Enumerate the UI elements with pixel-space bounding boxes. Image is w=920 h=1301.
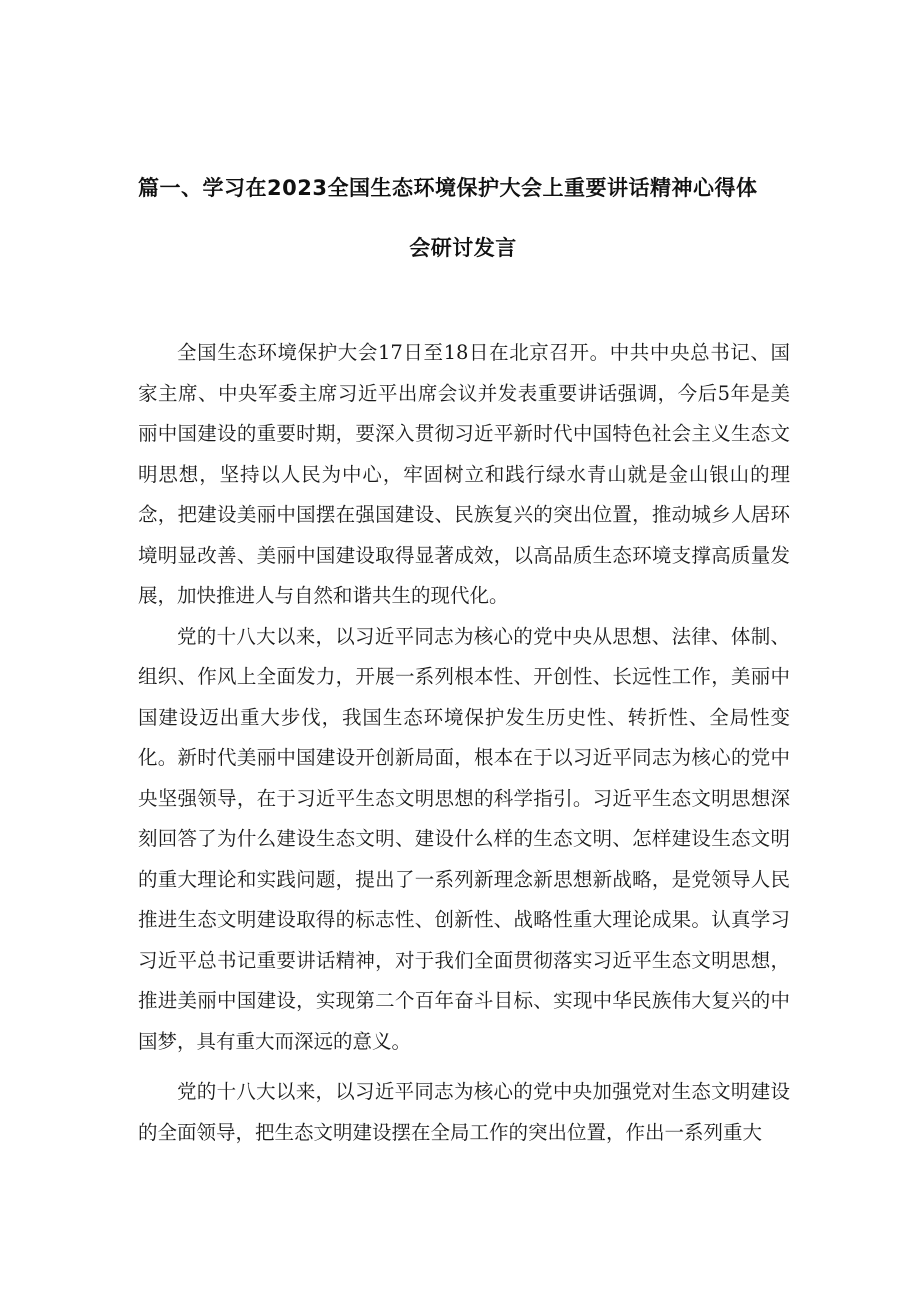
- paragraph-1: 全国生态环境保护大会17日至18日在北京召开。中共中央总书记、国家主席、中央军委主席习近平出席会议并发表重要讲话强调，今后5年是美丽中国建设的重要时期，要深入贯彻习近平新时代中国特色社会主义生态文明思想，坚持以人民为中心，牢固树立和践行绿水青山就是金山银山的理念，把建设美丽中国摆在强国建设、民族复兴的突出位置，推动城乡人居环境明显改善、美丽中国建设取得显著成效，以高品质生态环境支撑高质量发展，加快推进人与自然和谐共生的现代化。: [138, 341, 790, 607]
- paragraph-3: 党的十八大以来，以习近平同志为核心的党中央加强党对生态文明建设的全面领导，把生态文明建设摆在全局工作的突出位置，作出一系列重大: [138, 1080, 790, 1144]
- document-body: [138, 333, 790, 1153]
- document-title-line-2: 会研讨发言: [409, 236, 517, 260]
- document-title-line-1: 篇一、学习在2023全国生态环境保护大会上重要讲话精神心得体: [138, 176, 758, 200]
- paragraph-2: 党的十八大以来，以习近平同志为核心的党中央从思想、法律、体制、组织、作风上全面发力，开展一系列根本性、开创性、长远性工作，美丽中国建设迈出重大步伐，我国生态环境保护发生历史性、转折性、全局性变化。新时代美丽中国建设开创新局面，根本在于以习近平同志为核心的党中央坚强领导，在于习近平生态文明思想的科学指引。习近平生态文明思想深刻回答了为什么建设生态文明、建设什么样的生态文明、怎样建设生态文明的重大理论和实践问题，提出了一系列新理念新思想新战略，是党领导人民推进生态文明建设取得的标志性、创新性、战略性重大理论成果。认真学习习近平总书记重要讲话精神，对于我们全面贯彻落实习近平生态文明思想，推进美丽中国建设，实现第二个百年奋斗目标、实现中华民族伟大复兴的中国梦，具有重大而深远的意义。: [138, 624, 790, 1053]
